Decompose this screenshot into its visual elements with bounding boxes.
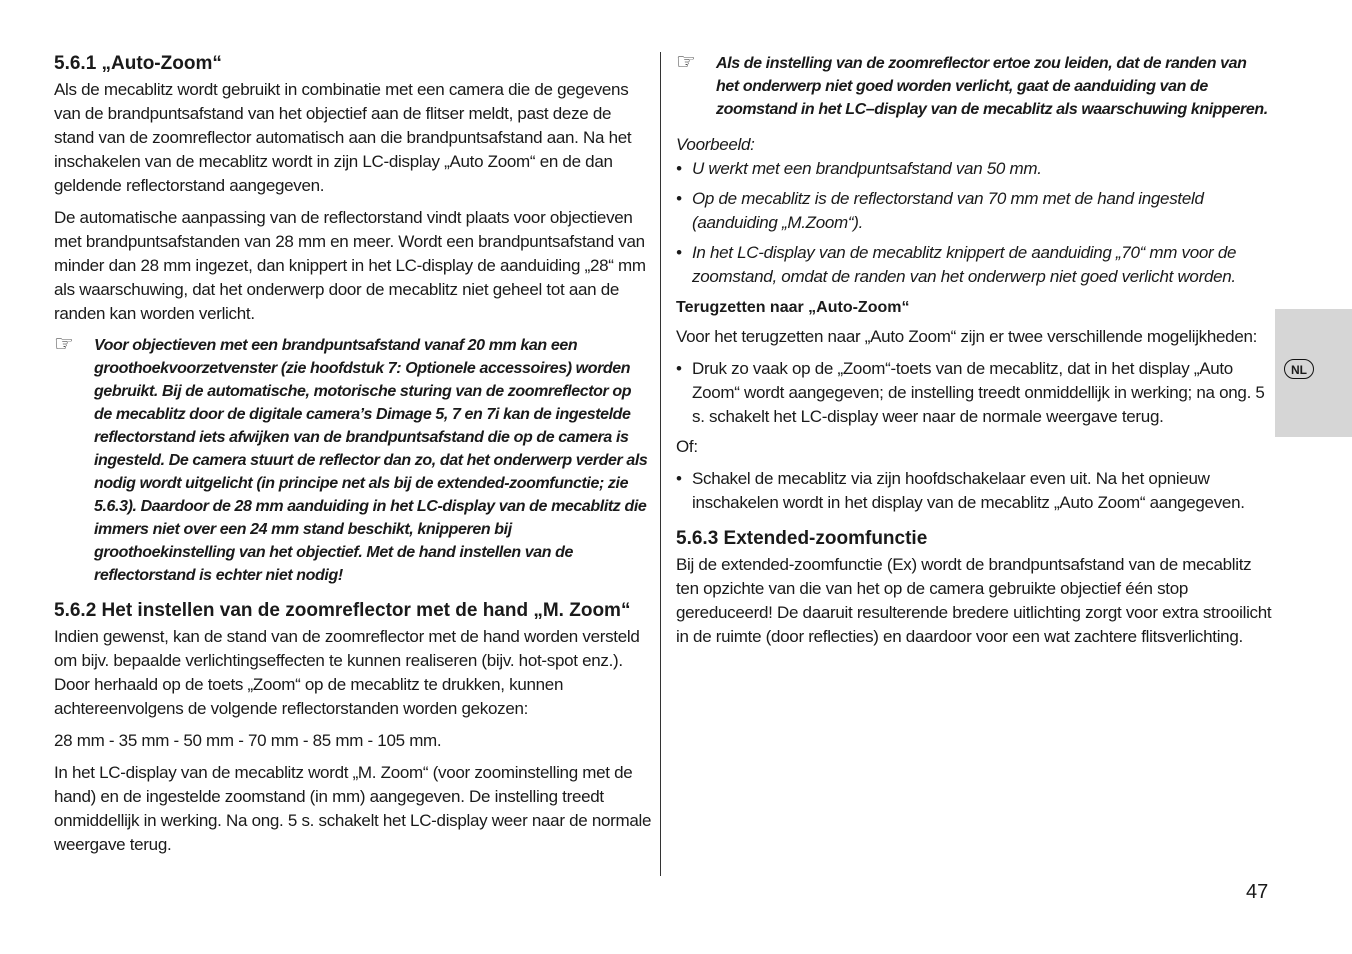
note-wide-angle [54,331,652,587]
note-warning-text: Als de instelling van de zoomreflector ertoe zou leiden, dat de randen van het onderwerp niet goed worden verlicht, gaat de aanduiding van de zoomstand in het LC–display van de mecablitz als waarschuwing knipperen. [716,55,1268,118]
list-item: • U werkt met een brandpuntsafstand van 50 mm. [676,157,1272,181]
pointing-hand-icon: ☞ [54,331,74,356]
list-item: • In het LC-display van de mecablitz knippert de aanduiding „70“ mm voor de zoomstand, omdat de randen van het onderwerp niet goed verlicht worden. [676,241,1272,289]
list-item: • Schakel de mecablitz via zijn hoofdschakelaar even uit. Na het opnieuw inschakelen wordt in het display van de mecablitz „Auto Zoom“ aangegeven. [676,467,1272,515]
column-divider [660,52,661,876]
reset-list-2 [676,467,1272,515]
example-label: Voorbeeld: [676,135,755,154]
reset-intro: Voor het terugzetten naar „Auto Zoom“ zijn er twee verschillende mogelijkheden: [676,327,1258,346]
section-5-6-2-paragraph-1: Indien gewenst, kan de stand van de zoomreflector met de hand worden versteld om bijv. bepaalde verlichtingseffecten te kunnen realiseren (bijv. hot-spot enz.). Door herhaald op de toets „Zoom“ op de mecablitz te drukken, kunnen achtereenvolgens de volgende reflectorstanden worden gekozen: [54,627,640,718]
page-number: 47 [1246,881,1269,903]
reset-title: Terugzetten naar „Auto-Zoom“ [676,299,910,316]
section-5-6-1-title: 5.6.1 „Auto-Zoom“ [54,53,222,74]
right-column [676,49,1272,657]
note-warning [676,49,1272,121]
section-5-6-3-title: 5.6.3 Extended-zoomfunctie [676,528,928,549]
section-5-6-3-paragraph: Bij de extended-zoomfunctie (Ex) wordt de brandpuntsafstand van de mecablitz ten opzichte van die van het op de camera gebruikte objectief één stop gereduceerd! De daaruit resulterende bredere uitlichting zorgt voor extra strooilicht in de ruimte (door reflecties) en daardoor voor een wat zachtere flitsverlichting. [676,555,1272,646]
example-block [676,133,1272,289]
or-label: Of: [676,437,698,456]
zoom-positions-list: 28 mm - 35 mm - 50 mm - 70 mm - 85 mm - 105 mm. [54,731,442,750]
language-badge: NL [1284,359,1314,379]
reset-list-1 [676,357,1272,429]
list-item: • Druk zo vaak op de „Zoom“-toets van de mecablitz, dat in het display „Auto Zoom“ wordt aangegeven; de instelling treedt onmiddellijk in werking; na ong. 5 s. schakelt het LC-display weer naar de normale weergave terug. [676,357,1272,429]
section-5-6-1-paragraph-2: De automatische aanpassing van de reflectorstand vindt plaats voor objectieven met brandpuntsafstanden van 28 mm en meer. Wordt een brandpuntsafstand van minder dan 28 mm ingezet, dan knippert in het LC-display de aanduiding „28“ mm als waarschuwing, dat het onderwerp door de mecablitz niet geheel tot aan de randen kan worden verlicht. [54,208,646,323]
section-5-6-2-title: 5.6.2 Het instellen van de zoomreflector met de hand „M. Zoom“ [54,600,631,621]
left-column [54,52,652,865]
section-5-6-1-paragraph-1: Als de mecablitz wordt gebruikt in combinatie met een camera die de gegevens van de brandpuntsafstand van het objectief aan de flitser meldt, past deze de stand van de zoomreflector automatisch aan die brandpuntsafstand aan. Na het inschakelen van de mecablitz wordt in zijn LC-display „Auto Zoom“ en de dan geldende reflectorstand aangegeven. [54,80,632,195]
list-item: • Op de mecablitz is de reflectorstand van 70 mm met de hand ingesteld (aanduiding „M.Zoom“). [676,187,1272,235]
example-list [676,157,1272,289]
section-5-6-2-paragraph-3: In het LC-display van de mecablitz wordt „M. Zoom“ (voor zoominstelling met de hand) en de ingestelde zoomstand (in mm) aangegeven. De instelling treedt onmiddellijk in werking. Na ong. 5 s. schakelt het LC-display weer naar de normale weergave terug. [54,763,652,854]
note-wide-angle-text: Voor objectieven met een brandpuntsafstand vanaf 20 mm kan een groothoekvoorzetvenster (zie hoofdstuk 7: Optionele accessoires) worden gebruikt. Bij de automatische, motorische sturing van de zoomreflector op de mecablitz door de digitale camera’s Dimage 5, 7 en 7i kan de ingestelde reflectorstand iets afwijken van de brandpuntsafstand die op de camera is ingesteld. De camera stuurt de reflector dan zo, dat het onderwerp verder als nodig wordt uitgelicht (in principe net als bij de extended-zoomfunctie; zie 5.6.3). Daardoor de 28 mm aanduiding in het LC-display van de mecablitz die immers niet over een 24 mm stand beschikt, knipperen bij groothoekinstelling van het objectief. Met de hand instellen van de reflectorstand is echter niet nodig! [94,337,648,584]
pointing-hand-icon: ☞ [676,49,696,74]
